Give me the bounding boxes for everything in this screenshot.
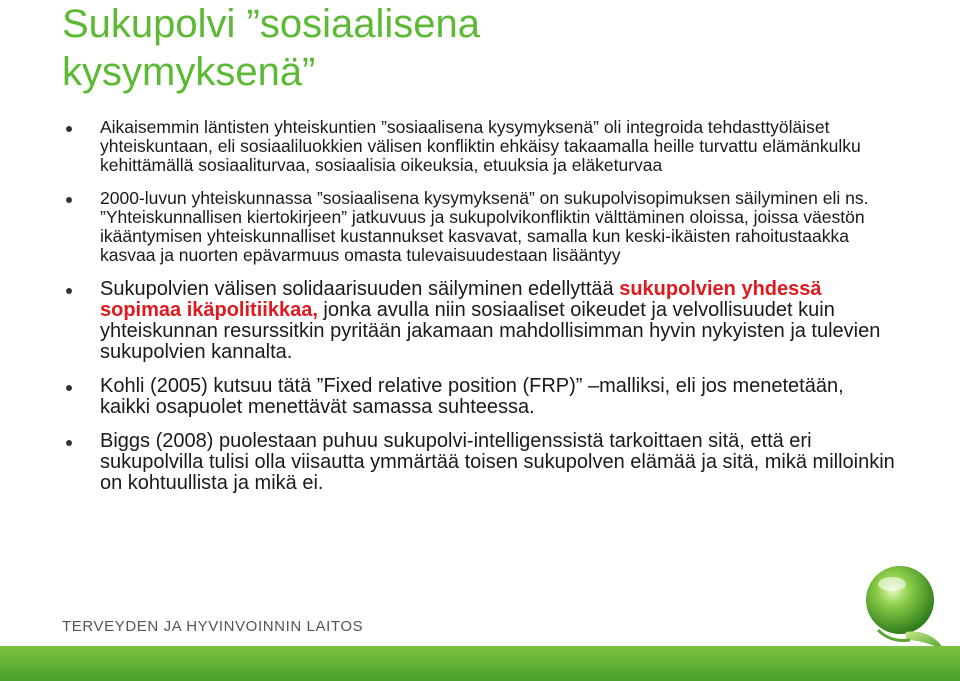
bullet-dot-icon (66, 440, 72, 446)
slide-title-line-1: Sukupolvi ”sosiaalisena (62, 2, 481, 46)
bullet-text: Biggs (2008) puolestaan puhuu sukupolvi-intelligenssistä tarkoittaen sitä, että eri sukupolvilla tulisi olla viisautta ymmärtää toisen sukupolven elämää ja sitä, mikä milloinkin on kohtuullista ja mikä ei. (100, 430, 895, 494)
bullet-dot-icon (66, 197, 72, 203)
bullet-text: Kohli (2005) kutsuu tätä ”Fixed relative position (FRP)” –malliksi, eli jos menetetään, kaikki osapuolet menettävät samassa suhteessa. (100, 375, 844, 418)
bullet-dot-icon (66, 385, 72, 391)
bullet-dot-icon (66, 288, 72, 294)
organization-name: TERVEYDEN JA HYVINVOINNIN LAITOS (62, 618, 364, 635)
bullet-text: 2000-luvun yhteiskunnassa ”sosiaalisena kysymyksenä” on sukupolvisopimuksen säilyminen eli ns. ”Yhteiskunnallisen kiertokirjeen” jatkuvuus ja sukupolvikonfliktin välttäminen oloissa, joissa väestön ikääntymisen yhteiskunnalliset kustannukset kasvavat, samalla kun keski-ikäisten rahoitustaakka kasvaa ja nuorten epävarmuus omasta tulevaisuudestaan lisääntyy (100, 188, 869, 265)
bullet-text-highlight: sukupolvien yhdessä sopimaa ikäpolitiikkaa, (100, 278, 822, 321)
bullet-item (66, 279, 896, 363)
slide-title-line-2: kysymyksenä” (62, 50, 316, 94)
bullet-item (66, 431, 896, 494)
bullet-text: Aikaisemmin läntisten yhteiskuntien ”sosiaalisena kysymyksenä” oli integroida tehdasttyöläiset yhteiskuntaan, eli sosiaaliluokkien välisen konfliktin ehkäisy takaamalla heille turvattu elämänkulku kehittämällä sosiaaliturvaa, sosiaalisia oikeuksia, etuuksia ja eläketurvaa (100, 117, 861, 175)
bullet-item (66, 189, 896, 265)
footer-band (0, 646, 960, 681)
bullet-text-after: jonka avulla niin sosiaaliset oikeudet ja velvollisuudet kuin yhteiskunnan resurssitkin pyritään jakamaan mahdollisimman hyvin nykyisten ja tulevien sukupolvien kannalta. (100, 299, 881, 363)
bullet-text-before: Sukupolvien välisen solidaarisuuden säilyminen edellyttää (100, 278, 620, 300)
globe-leaf-logo-icon (856, 560, 948, 660)
bullet-item (66, 376, 896, 418)
slide-title (62, 0, 762, 96)
bullet-list (66, 118, 896, 494)
bullet-dot-icon (66, 126, 72, 132)
bullet-item (66, 118, 896, 175)
